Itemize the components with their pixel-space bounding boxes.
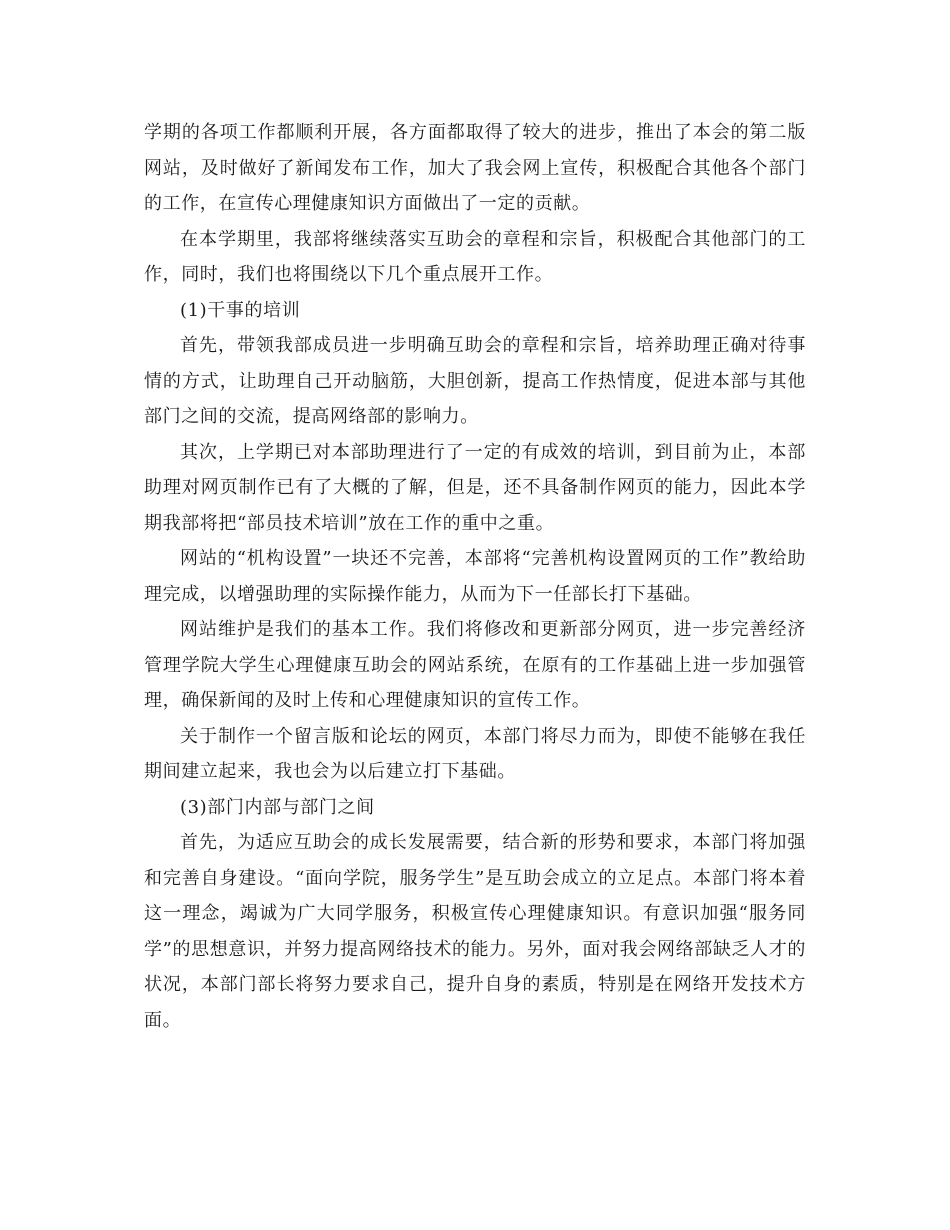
paragraph-guestbook-forum: 关于制作一个留言版和论坛的网页，本部门将尽力而为，即使不能够在我任期间建立起来，我也会为以后建立打下基础。 — [144, 725, 806, 782]
paragraph-training-first: 首先，带领我部成员进一步明确互助会的章程和宗旨，培养助理正确对待事情的方式，让助理自己开动脑筋，大胆创新，提高工作热情度，促进本部与其他部门之间的交流，提高网络部的影响力。 — [144, 335, 806, 427]
document-body — [144, 115, 806, 1038]
paragraph-departments-first: 首先，为适应互助会的成长发展需要，结合新的形势和要求，本部门将加强和完善自身建设。“面向学院，服务学生”是互助会成立的立足点。本部门将本着这一理念，竭诚为广大同学服务，积极宣传心理健康知识。有意识加强“服务同学”的思想意识，并努力提高网络技术的能力。另外，面对我会网络部缺乏人才的状况，本部门部长将努力要求自己，提升自身的素质，特别是在网络开发技术方面。 — [144, 832, 806, 1031]
paragraph-site-maintenance: 网站维护是我们的基本工作。我们将修改和更新部分网页，进一步完善经济管理学院大学生心理健康互助会的网站系统，在原有的工作基础上进一步加强管理，确保新闻的及时上传和心理健康知识的宣传工作。 — [144, 619, 806, 711]
section-heading-staff-training: (1)干事的培训 — [180, 299, 301, 321]
section-heading-departments: (3)部门内部与部门之间 — [180, 796, 375, 818]
paragraph-plan-intro: 在本学期里，我部将继续落实互助会的章程和宗旨，积极配合其他部门的工作，同时，我们也将围绕以下几个重点展开工作。 — [144, 228, 806, 285]
paragraph-continuation: 学期的各项工作都顺利开展，各方面都取得了较大的进步，推出了本会的第二版网站，及时做好了新闻发布工作，加大了我会网上宣传，积极配合其他各个部门的工作，在宣传心理健康知识方面做出了一定的贡献。 — [144, 122, 806, 214]
paragraph-training-second: 其次，上学期已对本部助理进行了一定的有成效的培训，到目前为止，本部助理对网页制作已有了大概的了解，但是，还不具备制作网页的能力，因此本学期我部将把“部员技术培训”放在工作的重中之重。 — [144, 441, 806, 534]
paragraph-site-structure: 网站的“机构设置”一块还不完善，本部将“完善机构设置网页的工作”教给助理完成，以增强助理的实际操作能力，从而为下一任部长打下基础。 — [144, 548, 806, 605]
